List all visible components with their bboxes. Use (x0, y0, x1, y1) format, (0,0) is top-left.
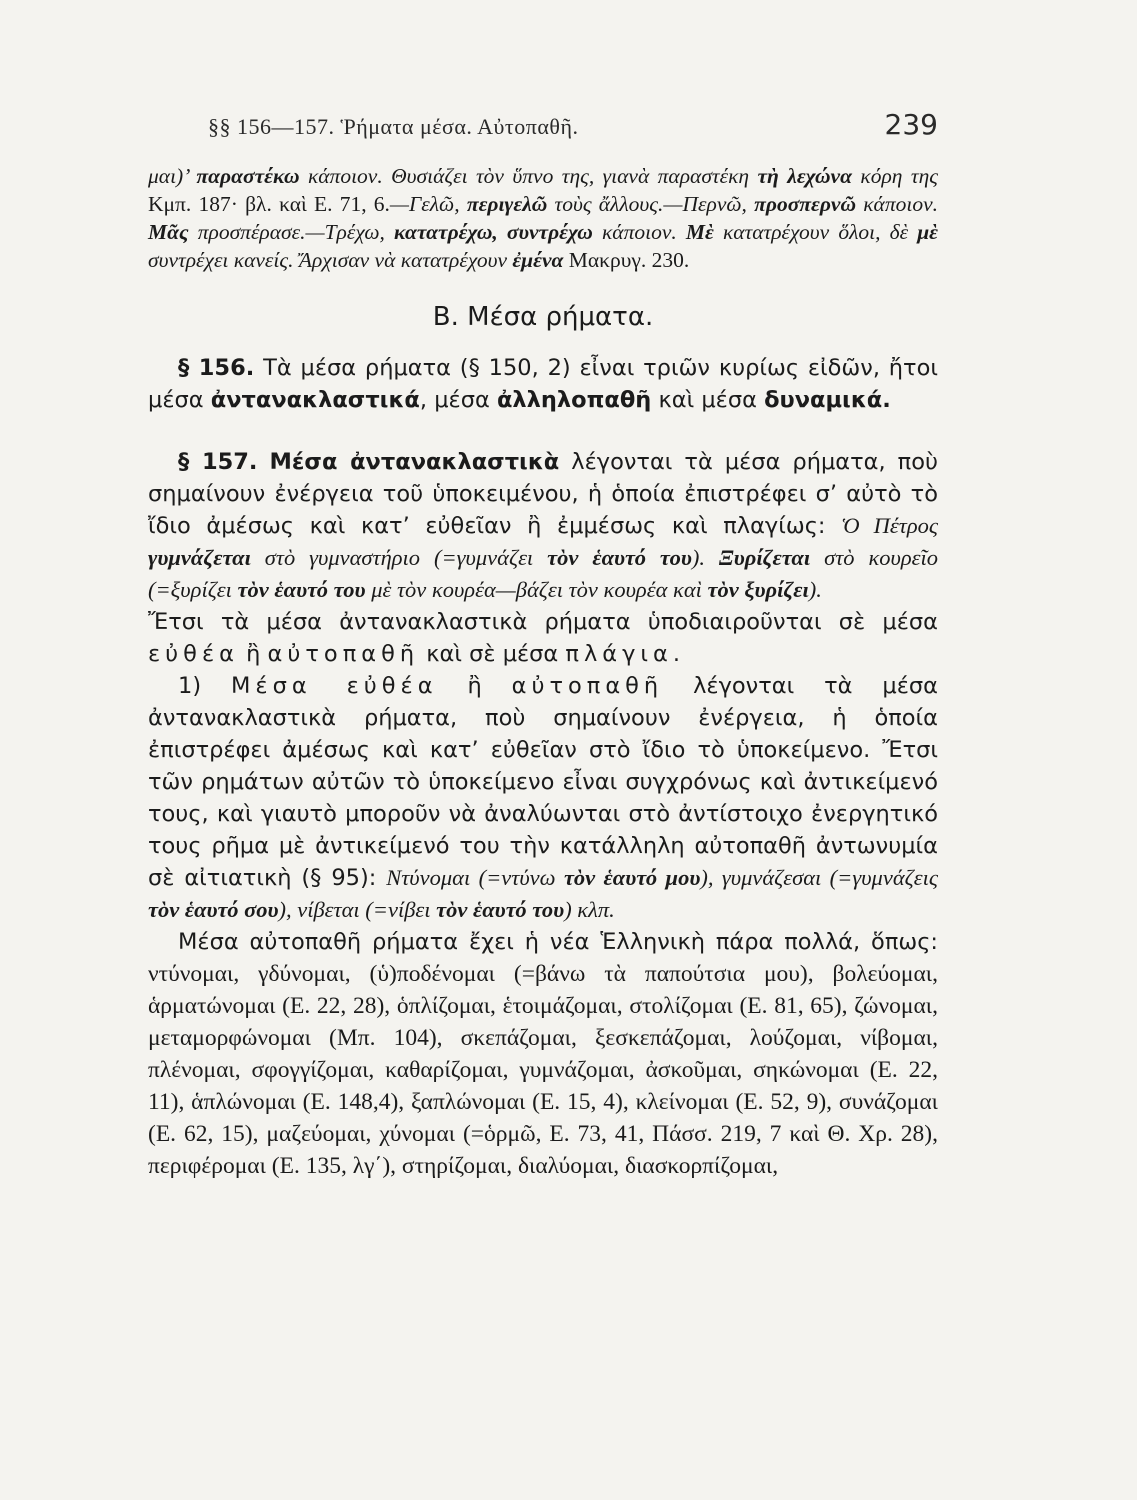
section-number: § 156. (178, 355, 255, 381)
text-run-bold: τὸν ἑαυτό του (237, 577, 366, 602)
spaced-term: Μέσα εὐθέα (231, 673, 438, 699)
text-run-bold: Μὲ (685, 220, 714, 244)
text-run: Ντύνομαι (=ντύνω (386, 865, 564, 890)
text-run: λέγονται τὰ μέσα ρήματα, ποὺ σημαίνουν ἐνέργεια τοῦ ὑποκειμένου, ἡ ὁποία ἐπιστρέφει σ’ αὐτὸ τὸ ἴδιο ἀμέσως καὶ κατ’ εὐθεῖαν ἢ ἐμμέσως καὶ πλαγίως: (148, 449, 938, 539)
text-run: στὸ κουρεῖο (=ξυρίζει (148, 545, 938, 602)
text-run-reference: Μακρυγ. 230. (563, 248, 690, 272)
text-run-bold: προσπερνῶ (754, 192, 857, 216)
text-run: Ὁ Πέτρος (841, 513, 939, 538)
text-run: ). (691, 545, 719, 570)
paragraph-item-1 (148, 670, 938, 926)
text-run-bold: τὸν ξυρίζει (707, 577, 809, 602)
spaced-term: πλάγια (565, 641, 673, 667)
text-run: κόρη της (860, 164, 938, 188)
text-run-bold: γυμνάζεται (148, 545, 251, 570)
text-run: ), γυμνάζεσαι (=γυμνάζεις (700, 865, 938, 890)
text-run: μαι)’ (148, 164, 197, 188)
running-header (148, 108, 938, 152)
text-run-bold: τὸν ἑαυτό του (436, 897, 565, 922)
text-run: κάποιον. Θυσιάζει τὸν ὕπνο της, γιανὰ παραστέκη (299, 164, 758, 188)
list-number: 1) (178, 673, 232, 699)
page-number: 239 (884, 108, 938, 141)
text-run-bold: κατατρέχω, συντρέχω (394, 220, 593, 244)
term-bold: Μέσα ἀντανακλαστικὰ (269, 449, 560, 475)
paragraph-examples-list (148, 926, 938, 1182)
spaced-term: εὐθέα (148, 641, 239, 667)
text-run: ), νίβεται (=νίβει (278, 897, 437, 922)
text-run: , μέσα (419, 387, 497, 413)
text-run: κατατρέχουν ὅλοι, δὲ (713, 220, 918, 244)
term-bold: ἀλληλοπαθῆ (496, 387, 652, 413)
text-run-bold: τὴ λεχώνα (757, 164, 852, 188)
text-run: καὶ μέσα (651, 387, 765, 413)
paragraph-156 (148, 352, 938, 416)
text-run-bold: τὸν ἑαυτό του (547, 545, 692, 570)
text-run: ) κλπ. (564, 897, 615, 922)
text-run: ἢ (238, 641, 268, 667)
book-page (148, 108, 939, 1182)
text-run: . (672, 641, 681, 667)
text-run: προσπέρασε.—Τρέχω, (188, 220, 395, 244)
text-run-bold: τὸν ἑαυτό μου (563, 865, 701, 890)
paragraph-division (148, 606, 938, 670)
text-run: μὲ τὸν κουρέα—βάζει τὸν κουρέα καὶ (365, 577, 708, 602)
text-run: κάποιον. (856, 192, 938, 216)
text-run: στὸ γυμναστήριο (=γυμνάζει (250, 545, 548, 570)
text-run-bold: τὸν ἑαυτό σου (148, 897, 279, 922)
text-run-bold: ἐμένα (512, 248, 564, 272)
text-run: ). (808, 577, 822, 602)
paragraph-157 (148, 446, 938, 606)
text-run: κάποιον. (592, 220, 686, 244)
text-run-bold: Ξυρίζεται (718, 545, 811, 570)
continued-examples (148, 162, 938, 274)
text-run: καὶ σὲ μέσα (419, 641, 566, 667)
text-run-reference: Κμπ. 187· βλ. καὶ Ε. 71, 6. (148, 192, 390, 216)
text-run-bold: παραστέκω (196, 164, 300, 188)
text-run: τοὺς ἄλλους.—Περνῶ, (547, 192, 755, 216)
verb-list: ντύνομαι, γδύνομαι, (ὑ)ποδένομαι (=βάνω τὰ παπούτσια μου), βολεύομαι, ἁρματώνομαι (Ε. 22, 28), ὁπλίζομαι, ἑτοιμάζομαι, στολίζομαι (Ε. 81, 65), ζώνομαι, μεταμορφώνομαι (Μπ. 104), σκεπάζομαι, ξεσκεπάζομαι, λούζομαι, νίβομαι, πλένομαι, σφογγίζομαι, καθαρίζομαι, γυμνάζομαι, ἀσκοῦμαι, σηκώνομαι (Ε. 22, 11), ἁπλώνομαι (Ε. 148,4), ξαπλώνομαι (Ε. 15, 4), κλείνομαι (Ε. 52, 9), συνάζομαι (Ε. 62, 15), μαζεύομαι, χύνομαι (=ὁρμῶ, Ε. 73, 41, Πάσσ. 219, 7 καὶ Θ. Χρ. 28), περιφέρομαι (Ε. 135, λγ΄), στηρίζομαι, διαλύομαι, διασκορπίζομαι, (148, 961, 938, 1179)
text-run: λέγονται τὰ μέσα ἀντανακλαστικὰ ρήματα, ποὺ σημαίνουν ἐνέργεια, ἡ ὁποία ἐπιστρέφει ἀμέσως καὶ κατ’ εὐθεῖαν στὸ ἴδιο τὸ ὑποκείμενο. Ἔτσι τῶν ρημάτων αὐτῶν τὸ ὑποκείμενο εἶναι συγχρόνως καὶ ἀντικείμενό τους, καὶ γιαυτὸ μποροῦν νὰ ἀναλύωνται στὸ ἀντίστοιχο ἐνεργητικό τους ρῆμα μὲ ἀντικείμενό του τὴν κατάλληλη αὐτοπαθῆ ἀντωνυμία σὲ αἰτιατικὴ (§ 95): (148, 673, 938, 891)
text-run: συντρέχει κανείς. Ἄρχισαν νὰ κατατρέχουν (148, 248, 513, 272)
text-run-bold: Μᾶς (148, 220, 189, 244)
term-bold: ἀντανακλαστικά (210, 387, 420, 413)
text-run: Ἔτσι τὰ μέσα ἀντανακλαστικὰ ρήματα ὑποδιαιροῦνται σὲ μέσα (148, 609, 938, 635)
text-run-bold: μὲ (917, 220, 938, 244)
text-run: Τὰ μέσα ρήματα (§ 150, 2) εἶναι τριῶν κυρίως εἰδῶν, ἤτοι μέσα (148, 355, 938, 413)
spaced-term: αὐτοπαθῆ (267, 641, 420, 667)
text-run: ἢ (437, 673, 512, 699)
text-run-bold: περιγελῶ (466, 192, 548, 216)
running-title: §§ 156—157. Ῥήματα μέσα. Αὐτοπαθῆ. (208, 114, 579, 139)
spaced-term: αὐτοπαθῆ (511, 673, 664, 699)
text-run: Μέσα αὐτοπαθῆ ρήματα ἔχει ἡ νέα Ἑλληνικὴ πάρα πολλά, ὅπως: (178, 929, 938, 955)
text-run (257, 449, 269, 475)
section-number: § 157. (178, 449, 258, 475)
text-run: —Γελῶ, (389, 192, 467, 216)
term-bold: δυναμικά. (764, 387, 891, 413)
section-heading: Β. Μέσα ρήματα. (432, 302, 654, 332)
